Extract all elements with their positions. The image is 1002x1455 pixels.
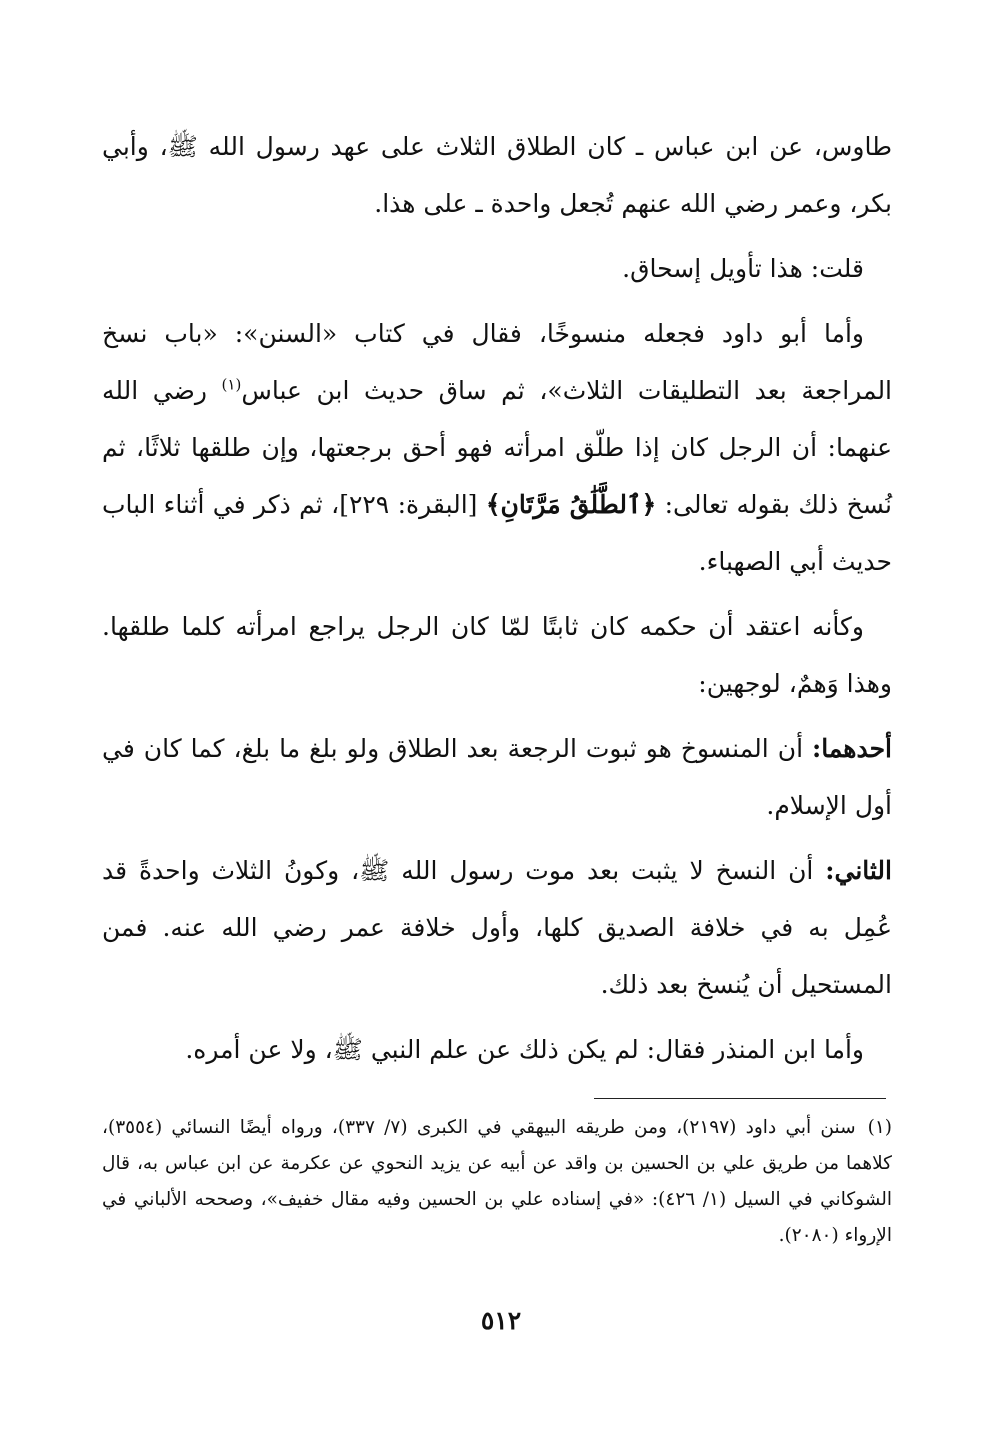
paragraph-3 [102, 305, 892, 590]
page-number: ٥١٢ [480, 1306, 522, 1335]
footnote-divider [594, 1098, 886, 1099]
quran-verse: ﴿ٱلطَّلَٰقُ مَرَّتَانِ﴾ [485, 490, 657, 519]
paragraph-3-part-b: رضي الله عنهما: أن الرجل كان إذا طلّق امرأته فهو أحق برجعتها، وإن طلقها ثلاثًا، ثم نُسخ ذلك بقوله تعالى: [102, 376, 893, 519]
footnote-section [102, 1110, 892, 1254]
first-reason-label: أحدهما: [811, 734, 892, 763]
footnote-text: سنن أبي داود (٢١٩٧)، ومن طريقه البيهقي في الكبرى (٧/ ٣٣٧)، ورواه أيضًا النسائي (٣٥٥٤)، كلاهما من طريق علي بن الحسين بن واقد عن أبيه عن يزيد النحوي عن عكرمة عن ابن عباس به، قال الشوكاني في السيل (١/ ٤٢٦): «في إسناده علي بن الحسين وفيه مقال خفيف»، وصححه الألباني في الإرواء (٢٠٨٠). [102, 1117, 892, 1246]
second-reason-label: الثاني: [825, 856, 892, 885]
paragraph-7: وأما ابن المنذر فقال: لم يكن ذلك عن علم النبي ﷺ، ولا عن أمره. [185, 1035, 864, 1064]
paragraph-1: طاوس، عن ابن عباس ـ كان الطلاق الثلاث على عهد رسول الله ﷺ، وأبي بكر، وعمر رضي الله عنهم تُجعل واحدة ـ على هذا. [102, 132, 893, 218]
paragraph-3-part-a: وأما أبو داود فجعله منسوخًا، فقال في كتاب «السنن»: «باب نسخ المراجعة بعد التطليقات الثلاث»، ثم ساق حديث ابن عباس [102, 319, 893, 405]
footnote-reference[interactable]: (١) [221, 375, 242, 394]
paragraph-4: وكأنه اعتقد أن حكمه كان ثابتًا لمّا كان الرجل يراجع امرأته كلما طلقها. وهذا وَهمٌ، لوجهين: [102, 612, 892, 698]
second-reason-text: أن النسخ لا يثبت بعد موت رسول الله ﷺ، وكونُ الثلاث واحدةً قد عُمِل به في خلافة الصديق كلها، وأول خلافة عمر رضي الله عنه. فمن المستحيل أن يُنسخ بعد ذلك. [102, 856, 892, 999]
paragraph-2: قلت: هذا تأويل إسحاق. [622, 254, 864, 283]
main-text [102, 118, 892, 1086]
first-reason-text: أن المنسوخ هو ثبوت الرجعة بعد الطلاق ولو بلغ ما بلغ، كما كان في أول الإسلام. [102, 734, 892, 820]
paragraph-6 [102, 842, 892, 1013]
paragraph-3-part-c: [البقرة: ٢٢٩]، ثم ذكر في أثناء الباب حديث أبي الصهباء. [102, 490, 892, 576]
paragraph-5 [102, 720, 892, 834]
footnote-marker: (١) [867, 1117, 892, 1138]
